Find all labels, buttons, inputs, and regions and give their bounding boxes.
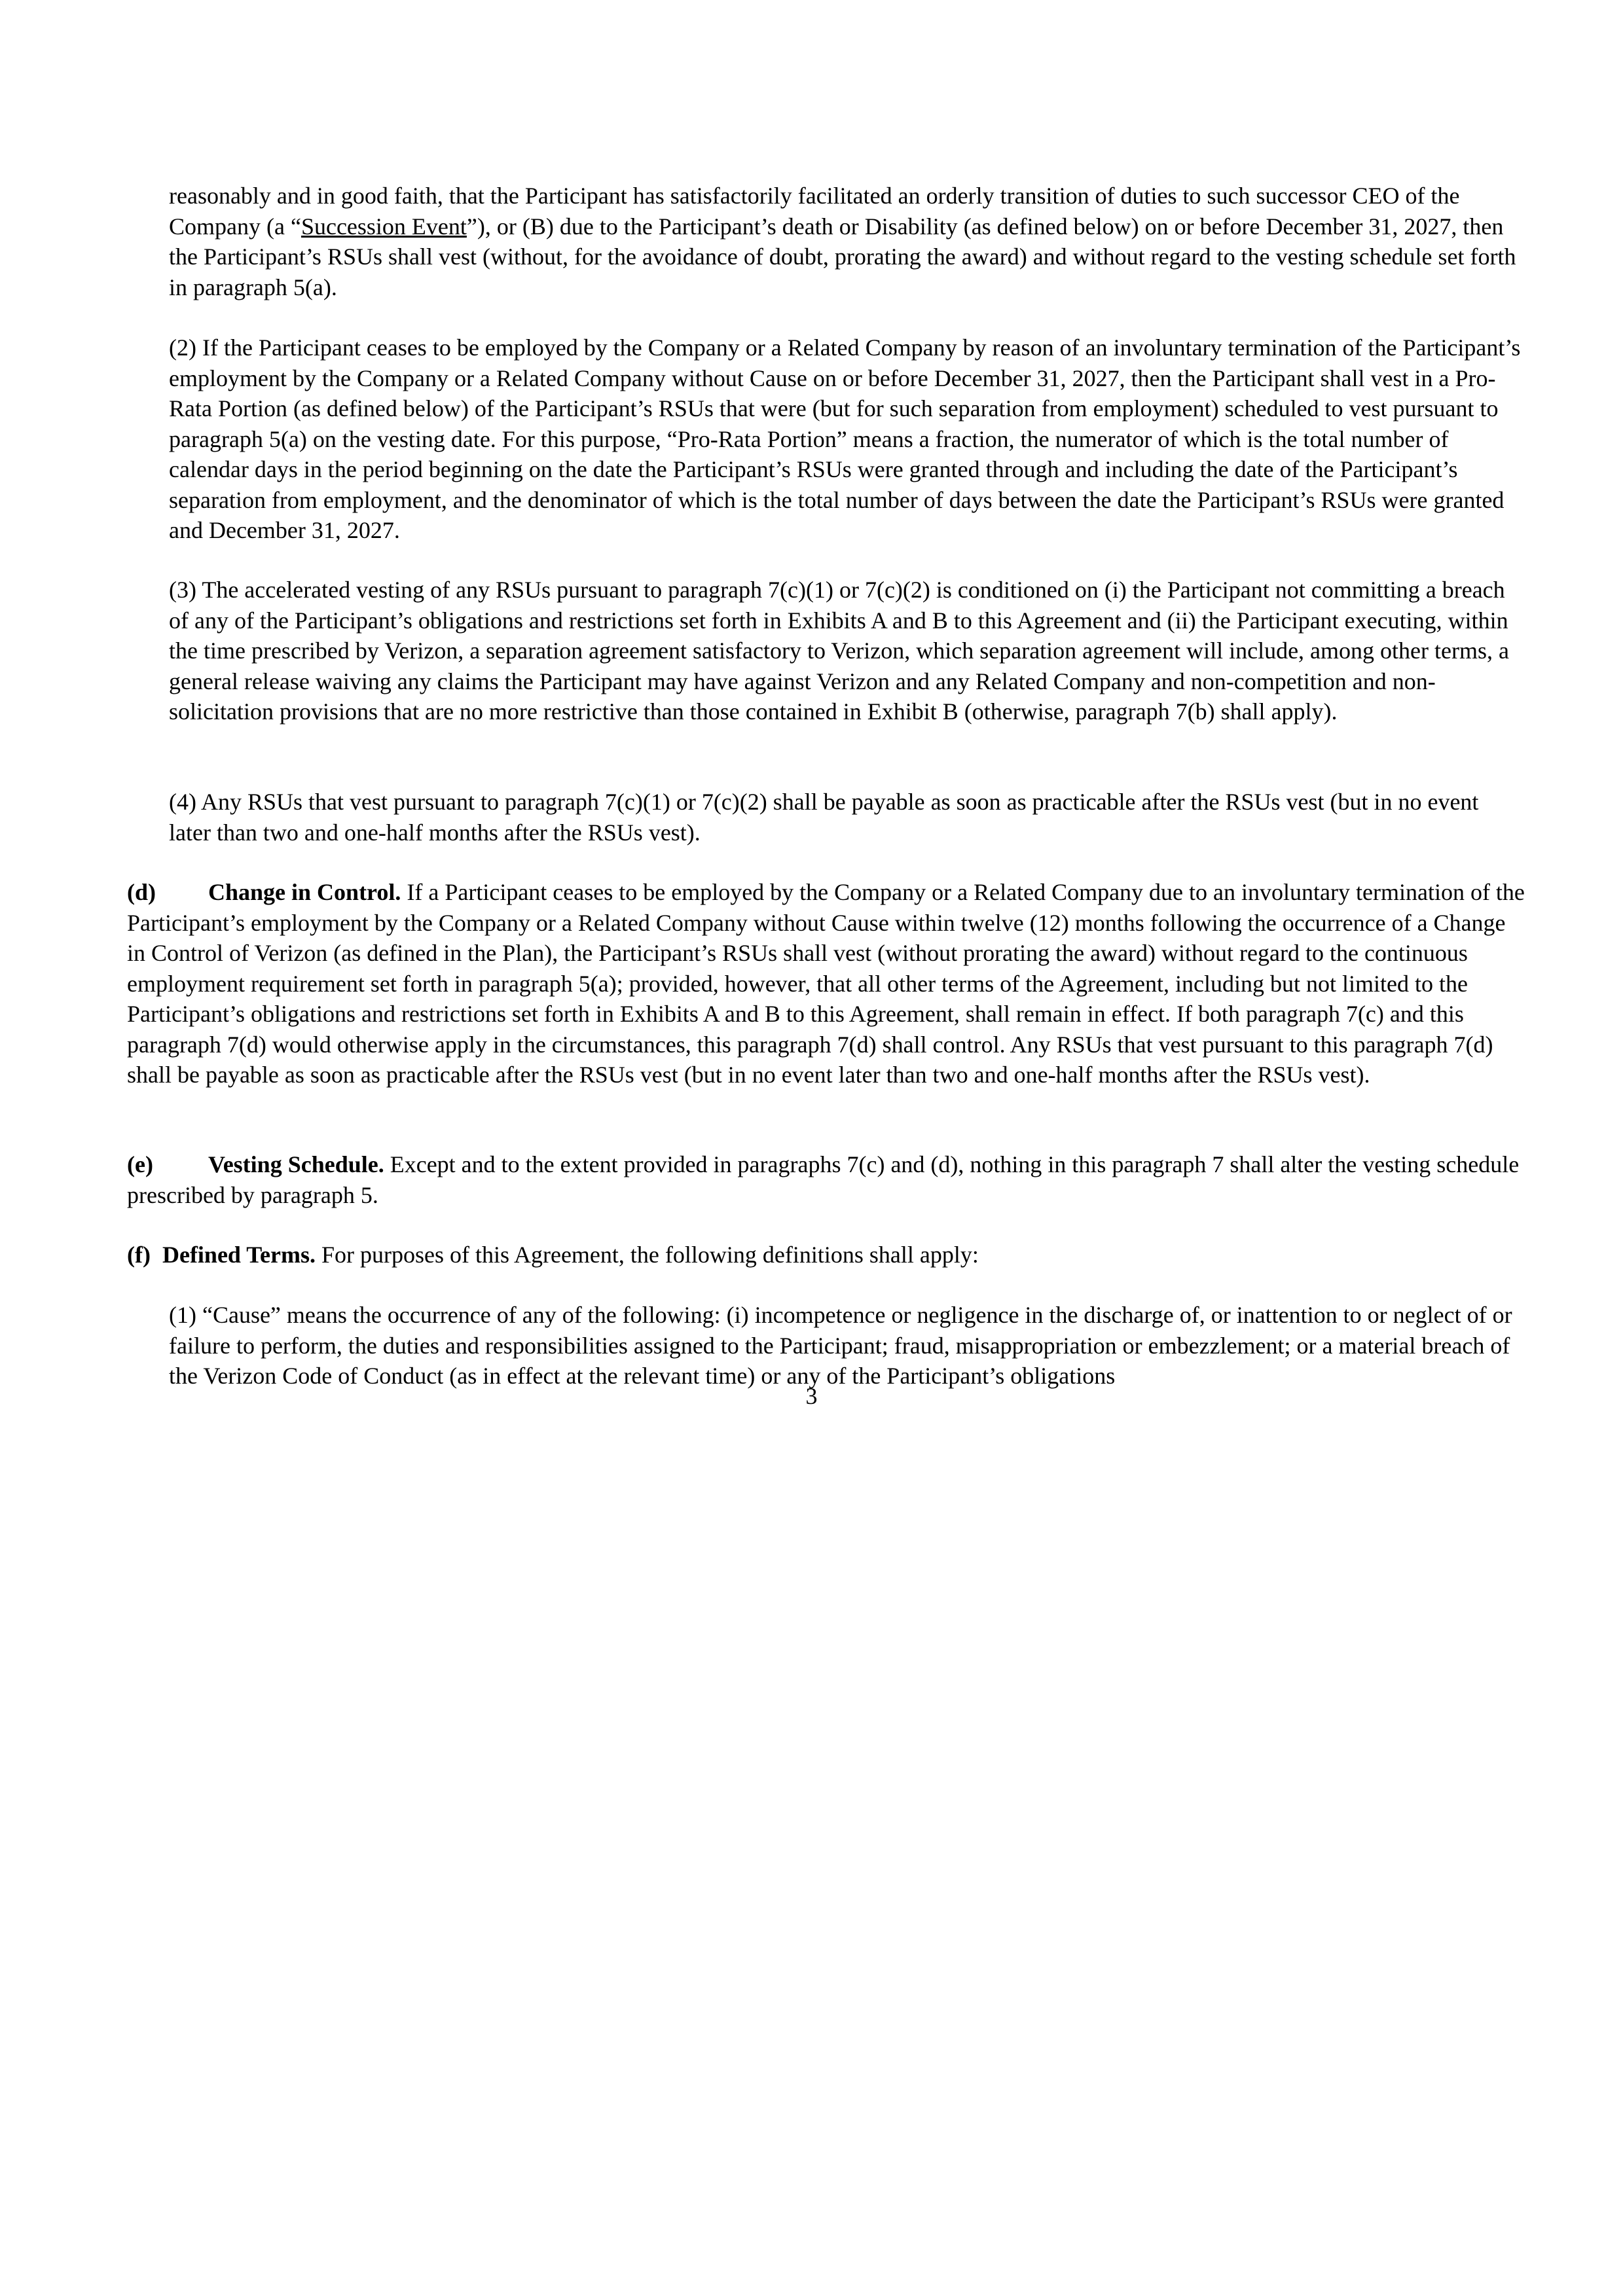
paragraph-text: (1) “Cause” means the occurrence of any of the following: (i) incompetence or negligence in the discharge of, or inattention to or neglect of or failure to perform, the duties and responsibilities assigned to the Participant; fraud, misappropriation or embezzlement; or a material breach of the Verizon Code of Conduct (as in effect at the relevant time) or any of the Participant’s obligations bbox=[169, 1302, 1512, 1389]
paragraph-text: Except and to the extent provided in paragraphs 7(c) and (d), nothing in this paragraph 7 shall alter the vesting schedule prescribed by paragraph 5. bbox=[127, 1151, 1520, 1208]
paragraph-7c4 bbox=[169, 787, 1524, 848]
paragraph-text: reasonably and in good faith, that the Participant has satisfactorily facilitated an orderly transition of duties to such successor CEO of the Company (a “ bbox=[169, 183, 1460, 240]
paragraph-text: (2) If the Participant ceases to be employed by the Company or a Related Company by reason of an involuntary termination of the Participant’s employment by the Company or a Related Company without Cause on or before December 31, 2027, then the Participant shall vest in a Pro-Rata Portion (as defined below) of the Participant’s RSUs that were (but for such separation from employment) scheduled to vest pursuant to paragraph 5(a) on the vesting date. For this purpose, “Pro-Rata Portion” means a fraction, the numerator of which is the total number of calendar days in the period beginning on the date the Participant’s RSUs were granted through and including the date of the Participant’s separation from employment, and the denominator of which is the total number of days between the date the Participant’s RSUs were granted and December 31, 2027. bbox=[169, 334, 1521, 543]
defined-term-succession-event: Succession Event bbox=[301, 213, 467, 240]
paragraph-text: For purposes of this Agreement, the following definitions shall apply: bbox=[315, 1242, 979, 1268]
paragraph-7e-vesting-schedule bbox=[127, 1149, 1528, 1210]
section-label: (f) bbox=[127, 1242, 151, 1268]
section-heading: Vesting Schedule. bbox=[208, 1151, 384, 1177]
section-label: (d) bbox=[127, 879, 156, 905]
section-label: (e) bbox=[127, 1151, 153, 1177]
paragraph-7d-change-in-control bbox=[127, 877, 1528, 1090]
paragraph-7f-defined-terms bbox=[127, 1240, 1528, 1270]
section-heading: Defined Terms. bbox=[162, 1242, 316, 1268]
paragraph-text: ”), or (B) due to the Participant’s death or Disability (as defined below) on or before December 31, 2027, then the Participant’s RSUs shall vest (without, for the avoidance of doubt, prorating the award) and without regard to the vesting schedule set forth in paragraph 5(a). bbox=[169, 213, 1516, 300]
paragraph-text: If a Participant ceases to be employed by the Company or a Related Company due to an involuntary termination of the Participant’s employment by the Company or a Related Company without Cause within twelve (12) months following the occurrence of a Change in Control of Verizon (as defined in the Plan), the Participant’s RSUs shall vest (without prorating the award) without regard to the continuous employment requirement set forth in paragraph 5(a); provided, however, that all other terms of the Agreement, including but not limited to the Participant’s obligations and restrictions set forth in Exhibits A and B to this Agreement, shall remain in effect. If both paragraph 7(c) and this paragraph 7(d) would otherwise apply in the circumstances, this paragraph 7(d) shall control. Any RSUs that vest pursuant to this paragraph 7(d) shall be payable as soon as practicable after the RSUs vest (but in no event later than two and one-half months after the RSUs vest). bbox=[127, 879, 1525, 1088]
paragraph-text: (4) Any RSUs that vest pursuant to paragraph 7(c)(1) or 7(c)(2) shall be payable as soon as practicable after the RSUs vest (but in no event later than two and one-half months after the RSUs vest). bbox=[169, 789, 1479, 846]
section-heading: Change in Control. bbox=[208, 879, 401, 905]
paragraph-7c1-continuation bbox=[169, 181, 1524, 302]
paragraph-text: (3) The accelerated vesting of any RSUs pursuant to paragraph 7(c)(1) or 7(c)(2) is conditioned on (i) the Participant not committing a breach of any of the Participant’s obligations and restrictions set forth in Exhibits A and B to this Agreement and (ii) the Participant executing, within the time prescribed by Verizon, a separation agreement satisfactory to Verizon, which separation agreement will include, among other terms, a general release waiving any claims the Participant may have against Verizon and any Related Company and non-competition and non-solicitation provisions that are no more restrictive than those contained in Exhibit B (otherwise, paragraph 7(b) shall apply). bbox=[169, 577, 1509, 725]
paragraph-7c3 bbox=[169, 575, 1524, 727]
page-number: 3 bbox=[805, 1383, 818, 1409]
paragraph-7f1-cause bbox=[169, 1300, 1524, 1391]
paragraph-7c2 bbox=[169, 332, 1524, 546]
